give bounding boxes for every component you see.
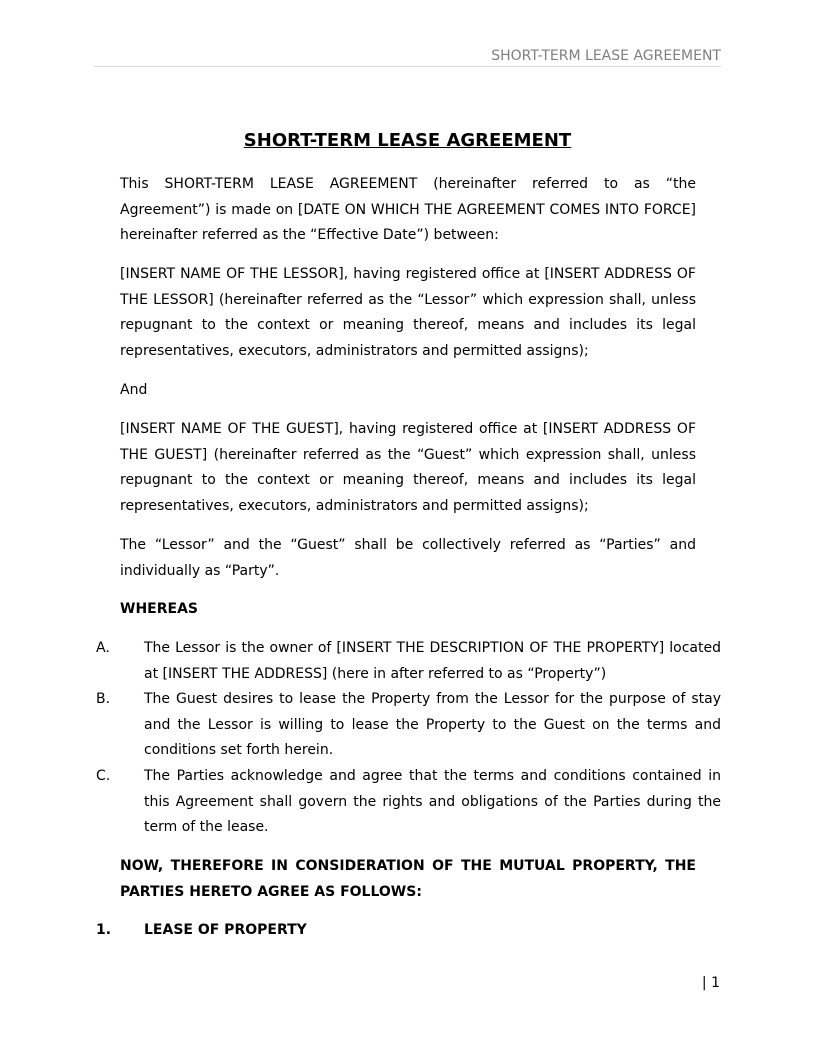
and-paragraph: And — [120, 382, 148, 398]
document-title: SHORT-TERM LEASE AGREEMENT — [243, 130, 572, 151]
recital-item — [96, 687, 721, 764]
page-number: | 1 — [701, 975, 720, 991]
now-therefore-paragraph: NOW, THEREFORE IN CONSIDERATION OF THE MUTUAL PROPERTY, THE PARTIES HERETO AGREE AS FOLLOWS: — [120, 858, 696, 900]
section-number: 1. — [96, 922, 112, 938]
whereas-heading: WHEREAS — [120, 601, 198, 617]
recital-text: The Lessor is the owner of [INSERT THE DESCRIPTION OF THE PROPERTY] located at [INSERT THE ADDRESS] (here in after referred to as “Property”) — [144, 640, 721, 682]
lessor-paragraph: [INSERT NAME OF THE LESSOR], having registered office at [INSERT ADDRESS OF THE LESSOR] (hereinafter referred as the “Lessor” which expression shall, unless repugnant to the context or meaning thereof, means and includes its legal representatives, executors, administrators and permitted assigns); — [120, 266, 696, 359]
section-heading — [96, 918, 721, 944]
recital-item — [96, 636, 721, 687]
section-title: LEASE OF PROPERTY — [144, 922, 307, 938]
recital-text: The Parties acknowledge and agree that the terms and conditions contained in this Agreement shall govern the rights and obligations of the Parties during the term of the lease. — [144, 768, 721, 836]
running-title: SHORT-TERM LEASE AGREEMENT — [491, 48, 721, 64]
parties-paragraph: The “Lessor” and the “Guest” shall be collectively referred as “Parties” and individually as “Party”. — [120, 537, 696, 579]
intro-paragraph: This SHORT-TERM LEASE AGREEMENT (hereinafter referred to as “the Agreement”) is made on [DATE ON WHICH THE AGREEMENT COMES INTO FORCE] hereinafter referred as the “Effective Date”) between: — [120, 176, 696, 244]
recital-marker: C. — [96, 768, 111, 784]
recital-marker: A. — [96, 640, 110, 656]
recital-marker: B. — [96, 691, 111, 707]
recital-text: The Guest desires to lease the Property from the Lessor for the purpose of stay and the Lessor is willing to lease the Property to the Guest on the terms and conditions set forth herein. — [144, 691, 721, 759]
guest-paragraph: [INSERT NAME OF THE GUEST], having registered office at [INSERT ADDRESS OF THE GUEST] (hereinafter referred as the “Guest” which expression shall, unless repugnant to the context or meaning thereof, means and includes its legal representatives, executors, administrators and permitted assigns); — [120, 421, 696, 514]
recital-item — [96, 764, 721, 841]
page-header — [94, 47, 721, 67]
